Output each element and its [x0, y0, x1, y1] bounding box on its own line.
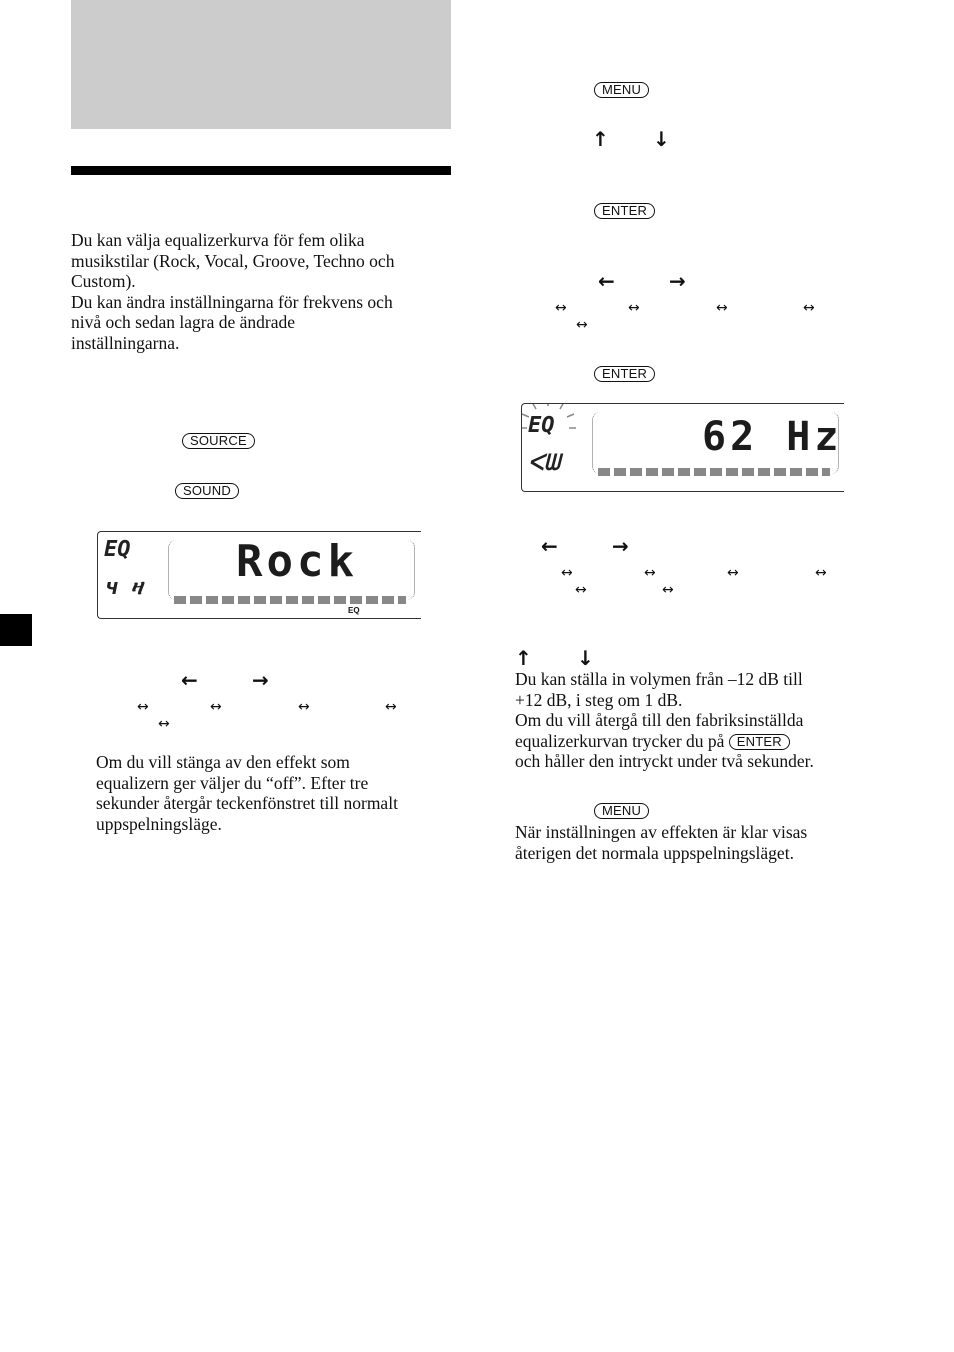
side-tab [0, 614, 32, 646]
volume-text [515, 669, 885, 772]
double-arrow-icon: ↔ [815, 565, 827, 581]
double-arrow-icon: ↔ [576, 317, 588, 333]
lcd-display-62hz [521, 403, 844, 492]
down-arrow-icon: ↓ [577, 646, 594, 670]
lcd-level-bars [174, 596, 406, 604]
enter-key[interactable]: ENTER [594, 366, 655, 382]
up-arrow-icon: ↑ [515, 646, 532, 670]
lcd-main-text: 62 Hz [702, 414, 843, 460]
double-arrow-icon: ↔ [555, 300, 567, 316]
volume-line: +12 dB, i steg om 1 dB. [515, 689, 683, 710]
note-line: Om du vill stänga av den effekt som [96, 752, 350, 772]
double-arrow-icon: ↔ [628, 300, 640, 316]
volume-line: Om du vill återgå till den fabriksinställda [515, 710, 804, 730]
lcd-bracket-right [404, 540, 415, 600]
volume-line-text: equalizerkurvan trycker du på [515, 730, 725, 751]
lcd-display-rock [97, 531, 421, 619]
up-arrow-icon: ↑ [592, 127, 609, 151]
menu-key[interactable]: MENU [594, 803, 649, 819]
intro-line: Custom). [71, 271, 136, 291]
lcd-bracket-left [592, 412, 603, 474]
intro-line: inställningarna. [71, 332, 180, 353]
final-text [515, 822, 885, 863]
double-arrow-icon: ↔ [210, 699, 222, 715]
source-key[interactable]: SOURCE [182, 433, 255, 449]
volume-line [515, 731, 885, 752]
volume-line: och håller den intryckt under två sekunder. [515, 751, 814, 771]
intro-line: nivå och sedan lagra de ändrade [71, 312, 295, 332]
left-arrow-icon: ← [181, 668, 198, 692]
volume-line: Du kan ställa in volymen från –12 dB till [515, 669, 803, 689]
double-arrow-icon: ↔ [561, 565, 573, 581]
note-line: sekunder återgår teckenfönstret till normalt [96, 793, 398, 813]
lcd-level-glyph: ч ዛ [104, 575, 143, 600]
lcd-eq-label: EQ [104, 537, 131, 562]
double-arrow-icon: ↔ [727, 565, 739, 581]
right-arrow-icon: → [669, 269, 686, 293]
lcd-eq-indicator: EQ [348, 606, 360, 615]
intro-text [71, 230, 451, 353]
intro-line: Du kan ändra inställningarna för frekvens och [71, 291, 393, 312]
sound-key[interactable]: SOUND [175, 483, 239, 499]
lcd-bracket-left [168, 540, 179, 600]
lcd-level-glyph: ᐸᗯ [528, 451, 560, 476]
note-text [96, 752, 456, 834]
note-line: equalizern ger väljer du “off”. Efter tre [96, 772, 369, 793]
left-arrow-icon: ← [541, 534, 558, 558]
double-arrow-icon: ↔ [137, 699, 149, 715]
right-arrow-icon: → [612, 534, 629, 558]
header-rule [71, 166, 451, 175]
note-line: uppspelningsläge. [96, 813, 222, 834]
header-gray-box [71, 0, 451, 129]
down-arrow-icon: ↓ [653, 127, 670, 151]
double-arrow-icon: ↔ [662, 582, 674, 598]
right-arrow-icon: → [252, 668, 269, 692]
lcd-eq-label: EQ [528, 413, 555, 438]
double-arrow-icon: ↔ [716, 300, 728, 316]
lcd-level-bars [598, 468, 830, 476]
double-arrow-icon: ↔ [803, 300, 815, 316]
enter-key[interactable]: ENTER [729, 734, 790, 750]
intro-line: Du kan välja equalizerkurva för fem olika [71, 230, 365, 250]
intro-line: musikstilar (Rock, Vocal, Groove, Techno och [71, 250, 395, 271]
enter-key[interactable]: ENTER [594, 203, 655, 219]
double-arrow-icon: ↔ [298, 699, 310, 715]
double-arrow-icon: ↔ [575, 582, 587, 598]
final-line: återigen det normala uppspelningsläget. [515, 842, 794, 863]
left-arrow-icon: ← [598, 269, 615, 293]
double-arrow-icon: ↔ [385, 699, 397, 715]
double-arrow-icon: ↔ [158, 716, 170, 732]
menu-key[interactable]: MENU [594, 82, 649, 98]
double-arrow-icon: ↔ [644, 565, 656, 581]
lcd-main-text: Rock [236, 536, 358, 587]
final-line: När inställningen av effekten är klar visas [515, 822, 808, 842]
